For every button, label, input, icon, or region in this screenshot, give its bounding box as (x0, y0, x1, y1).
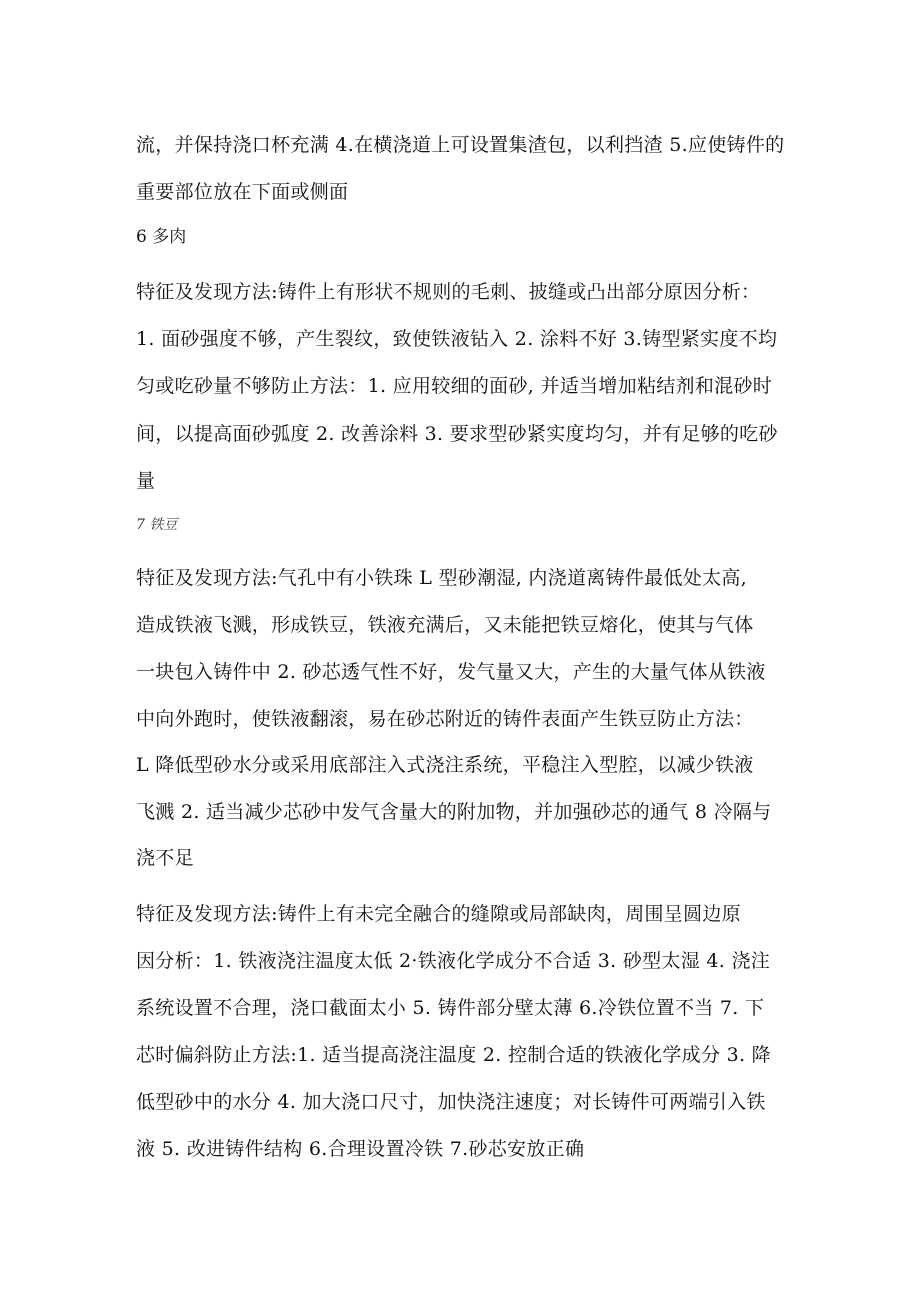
section-6-line-2: 1. 面砂强度不够，产生裂纹，致使铁液钻入 2. 涂料不好 3.铸型紧实度不均 (136, 328, 778, 350)
section-8-line-2: 因分析：1. 铁液浇注温度太低 2·铁液化学成分不合适 3. 砂型太湿 4. 浇注 (136, 950, 771, 972)
section-8-line-4: 芯时偏斜防止方法:1. 适当提高浇注温度 2. 控制合适的铁液化学成分 3. 降 (136, 1044, 771, 1066)
section-6-line-5: 量 (136, 470, 156, 492)
section-6-line-3: 匀或吃砂量不够防止方法：1. 应用较细的面砂, 并适当增加粘结剂和混砂时 (136, 375, 773, 397)
section-7-line-2: 造成铁液飞溅，形成铁豆，铁液充满后，又未能把铁豆熔化，使其与气体 (136, 614, 754, 636)
section-6-line-4: 间，以提高面砂弧度 2. 改善涂料 3. 要求型砂紧实度均匀，并有足够的吃砂 (136, 423, 778, 445)
section-heading-excess-metal: 6 多肉 (136, 227, 187, 247)
section-8-line-3: 系统设置不合理，浇口截面太小 5. 铸件部分壁太薄 6.冷铁位置不当 7. 下 (136, 997, 765, 1019)
section-8-line-6: 液 5. 改进铸件结构 6.合理设置冷铁 7.砂芯安放正确 (136, 1138, 585, 1160)
section-7-line-6: 飞溅 2. 适当减少芯砂中发气含量大的附加物，并加强砂芯的通气 8 冷隔与 (136, 801, 772, 823)
section-8-line-5: 低型砂中的水分 4. 加大浇口尺寸，加快浇注速度；对长铸件可两端引入铁 (136, 1091, 766, 1113)
section-8-line-1: 特征及发现方法:铸件上有未完全融合的缝隙或局部缺肉，周围呈圆边原 (136, 903, 742, 925)
section-7-line-5: L 降低型砂水分或采用底部注入式浇注系统，平稳注入型腔，以减少铁液 (136, 754, 754, 776)
section-7-line-7: 浇不足 (136, 847, 194, 869)
section-7-line-3: 一块包入铸件中 2. 砂芯透气性不好，发气量又大，产生的大量气体从铁液 (136, 661, 766, 683)
section-7-line-4: 中向外跑时，使铁液翻滚，易在砂芯附近的铸件表面产生铁豆防止方法： (136, 708, 754, 730)
section-7-line-1: 特征及发现方法:气孔中有小铁珠 L 型砂潮湿, 内浇道离铸件最低处太高, (136, 567, 748, 589)
intro-line-2: 重要部位放在下面或侧面 (136, 181, 349, 203)
section-6-line-1: 特征及发现方法:铸件上有形状不规则的毛刺、披缝或凸出部分原因分析： (136, 281, 761, 303)
intro-line-1: 流，并保持浇口杯充满 4.在横浇道上可设置集渣包，以利挡渣 5.应使铸件的 (136, 134, 785, 156)
section-heading-iron-shot: 7 铁豆 (136, 517, 178, 533)
